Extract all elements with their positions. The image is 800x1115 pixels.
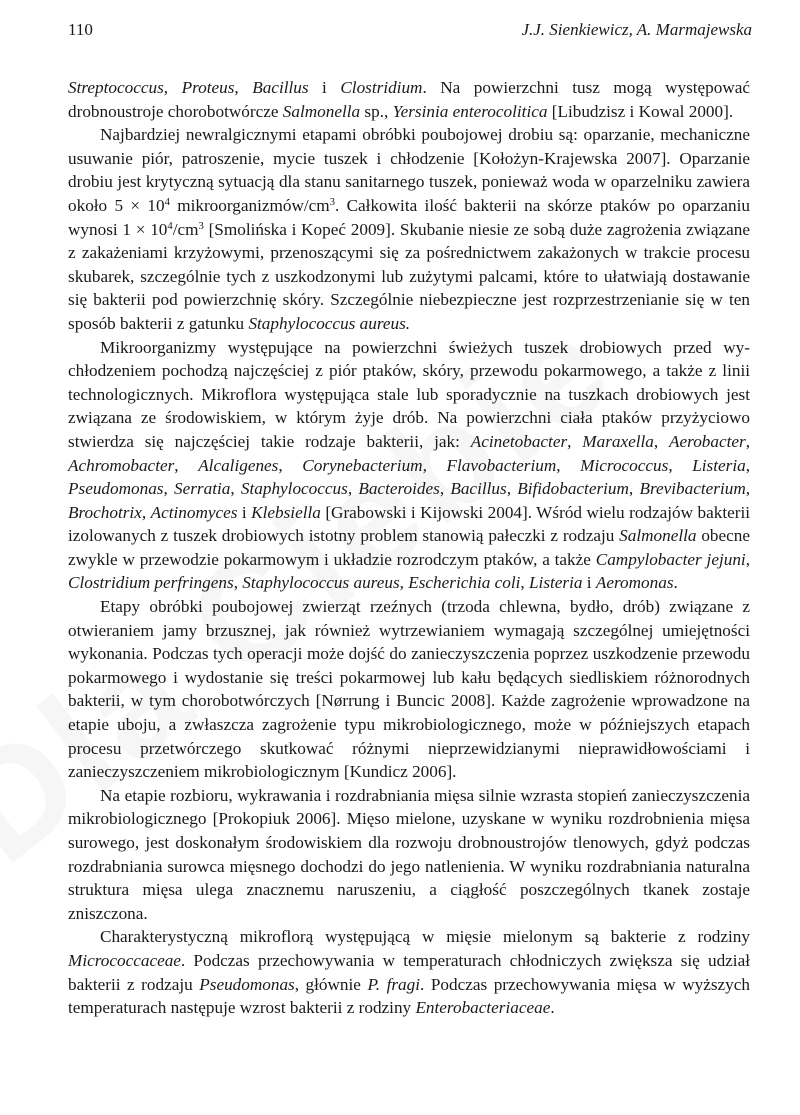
- text-run: ,: [745, 431, 751, 451]
- text-run: .: [550, 998, 555, 1018]
- text-run: [Smolińska i Kopeć 2009]. Skubanie niesie ze sobą duże zagrożenia związane z zakażeniami krzyżowymi, przenoszącymi się za pośrednictwem zakażonych w trakcie procesu skubarek, szczególnie tych z uszkodzonymi lub zużytymi palcami, które to ułatwiają dostawanie się bakterii pod powierzchnię skóry. Szczególnie niebezpieczne jest rozprzestrzenianie się w ten sposób bakterii z gatunku: [68, 219, 750, 333]
- italic-term: P. fragi: [367, 974, 421, 994]
- text-run: Etapy obróbki poubojowej zwierząt rzeźnych (trzoda chlewna, bydło, drób) związane z otwieraniem jamy brzusznej, jak również wytrzewianiem wymagają szczególnej umiejętności wykonania. Podczas tych operacji może dojść do zanieczyszczenia poprzez uszkodzenie przewodu pokarmowego i wydostanie się treści pokarmowej lub kału będących siedliskiem różnorodnych bakterii, w tym chorobotwórczych [Nørrung i Buncic 2008]. Każde zagrożenie wprowadzone na etapie uboju, a zwłaszcza zagrożenie typu mikrobiologicznego, może w późniejszych etapach procesu przetwórczego skutkować różnymi nieprzewidzianymi nieprawidłowościami i zanieczyszczeniem mikrobiologicznym [Kundicz 2006].: [68, 597, 750, 782]
- italic-term: Aerobacter: [669, 431, 746, 451]
- text-run: ,: [347, 479, 359, 499]
- text-run: ,: [653, 431, 670, 451]
- text-run: ,: [174, 455, 199, 475]
- italic-term: Salmonella: [619, 526, 697, 546]
- italic-term: Clostridium: [340, 78, 423, 97]
- page-number: 110: [68, 20, 93, 39]
- text-run: ,: [745, 455, 750, 475]
- running-head-authors: J.J. Sienkiewicz, A. Marmajewska: [521, 20, 752, 39]
- text-run: ,: [234, 78, 253, 97]
- text-run: ,: [668, 455, 693, 475]
- italic-term: Pseudomonas: [199, 974, 295, 994]
- italic-term: Salmonella: [282, 101, 361, 121]
- text-run: ,: [745, 549, 750, 569]
- italic-term: Micrococcaceae: [68, 950, 181, 970]
- italic-term: Maraxella: [582, 431, 654, 451]
- text-run: ,: [439, 479, 451, 499]
- text-run: sp.,: [360, 101, 393, 121]
- paragraph-1: [68, 76, 750, 123]
- italic-term: Actinomyces: [150, 502, 238, 522]
- page-header: [68, 20, 752, 44]
- italic-term: Listeria: [529, 573, 583, 593]
- italic-term: Acinetobacter: [470, 431, 568, 451]
- italic-term: Corynebacterium: [302, 455, 423, 475]
- italic-term: Escherichia coli: [408, 573, 521, 593]
- italic-term: Campylobacter jejuni: [595, 549, 746, 569]
- text-run: [Grabowski i Kijowski 2004]. Wśród wielu rodzajów bakterii izolowanych z tuszek drobiowych istotny problem stanowią pałeczki z rodzaju: [68, 502, 751, 546]
- italic-term: Yersinia enterocolitica: [392, 101, 548, 121]
- text-run: ,: [399, 573, 409, 593]
- paragraph-4: [68, 595, 750, 784]
- superscript: 4: [164, 197, 170, 209]
- text-run: /cm: [172, 219, 199, 239]
- italic-term: Bacteroides: [358, 479, 440, 499]
- text-run: mikroorganizmów/cm: [169, 195, 330, 215]
- italic-term: Bacillus: [450, 479, 507, 499]
- paragraph-3: [68, 336, 750, 596]
- italic-term: Streptococcus: [68, 78, 164, 97]
- text-run: ,: [745, 479, 751, 499]
- text-run: ,: [278, 455, 303, 475]
- text-run: ,: [506, 479, 518, 499]
- text-run: ,: [628, 479, 640, 499]
- text-run: Mikroorganizmy występujące na powierzchni świeżych tuszek drobiowych przed wychłodzeniem pochodzą najczęściej z piór ptaków, skóry, przewodu pokarmowego, a także z linii technologicznych. Mikroflora występująca stale lub sporadycznie na tuszkach drobiowych jest związana ze środowiskiem, w którym żyje drób. Na powierzchni ciała ptaków przyżyciowo stwierdza się najczęściej takie rodzaje bakterii, jak:: [68, 337, 750, 451]
- text-run: i: [582, 573, 596, 593]
- text-run: ,: [233, 573, 243, 593]
- text-run: Na etapie rozbioru, wykrawania i rozdrabniania mięsa silnie wzrasta stopień zanieczyszczenia mikrobiologicznego [Prokopiuk 2006]. Mięso mielone, uzyskane w wyniku rozdrobnienia mięsa surowego, jest doskonałym środowiskiem dla rozwoju drobnoustrojów tlenowych, gdyż podczas rozdrabniania surowca mięsnego dochodzi do jego natlenienia. W wyniku rozdrabniania naturalna struktura mięsa ulega znacznemu naruszeniu, a ciągłość poszczególnych tkanek zostaje zniszczona.: [68, 785, 750, 923]
- italic-term: Flavobacterium: [446, 455, 557, 475]
- italic-term: Listeria: [692, 455, 746, 475]
- text-run: . Całkowita ilość bakterii na skórze ptaków po oparzaniu wynosi 1 × 10: [68, 195, 750, 239]
- text-run: ,: [163, 78, 182, 97]
- superscript: 3: [198, 220, 204, 232]
- text-run: obecne zwykle w przewodzie pokarmowym i układzie rozrodczym ptaków, a także: [68, 526, 750, 569]
- italic-term: Pseudomonas: [68, 479, 164, 499]
- italic-term: Staphylococcus aureus: [242, 573, 400, 593]
- italic-term: Brochotrix: [68, 502, 142, 522]
- text-run: ,: [567, 431, 583, 451]
- italic-term: Proteus: [181, 78, 235, 97]
- text-run: i: [237, 502, 252, 522]
- text-run: .: [673, 573, 678, 593]
- text-run: ,: [422, 455, 447, 475]
- text-run: . Podczas przechowywania mięsa w wyższych temperaturach następuje wzrost bakterii z rodziny: [68, 974, 750, 1018]
- text-run: [Libudzisz i Kowal 2000].: [547, 101, 734, 121]
- text-run: ,: [141, 502, 151, 522]
- italic-term: Bifidobacterium: [517, 479, 629, 499]
- italic-term: Staphylococcus: [240, 479, 348, 499]
- paragraph-6: [68, 925, 750, 1019]
- italic-term: Serratia: [174, 479, 231, 499]
- italic-term: Bacillus: [252, 78, 309, 97]
- italic-term: Staphylococcus aureus.: [248, 313, 411, 333]
- text-run: Najbardziej newralgicznymi etapami obróbki poubojowej drobiu są: oparzanie, mechaniczne usuwanie piór, patroszenie, mycie tuszek i chłodzenie [Kołożyn-Krajewska 2007]. Oparzanie drobiu jest krytyczną sytuacją dla stanu sanitarnego tuszek, ponieważ woda w oparzelniku zawiera około 5 × 10: [68, 125, 750, 215]
- text-run: i: [308, 78, 341, 97]
- body-text: [68, 76, 750, 1020]
- superscript: 4: [167, 220, 173, 232]
- text-run: . Na powierzchni tusz mogą występować drobnoustroje chorobotwórcze: [68, 78, 751, 121]
- italic-term: Enterobacteriaceae: [415, 998, 551, 1018]
- superscript: 3: [329, 197, 335, 209]
- text-run: . Podczas przechowywania w temperaturach chłodniczych zwiększa się udział bakterii z rodzaju: [68, 950, 750, 994]
- paragraph-2: [68, 123, 750, 335]
- text-run: Charakterystyczną mikroflorą występującą w mięsie mielonym są bakterie z rodziny: [100, 927, 750, 947]
- italic-term: Micrococcus: [580, 455, 669, 475]
- italic-term: Alcaligenes: [198, 455, 279, 475]
- italic-term: Klebsiella: [251, 502, 321, 522]
- italic-term: Clostridium perfringens: [68, 573, 234, 593]
- paragraph-5: [68, 784, 750, 926]
- text-run: ,: [520, 573, 529, 593]
- text-run: ,: [556, 455, 581, 475]
- italic-term: Achromobacter: [68, 455, 175, 475]
- italic-term: Aeromonas: [595, 573, 674, 593]
- text-run: , głównie: [294, 974, 368, 994]
- italic-term: Brevibacterium: [639, 479, 746, 499]
- text-run: ,: [163, 479, 175, 499]
- text-run: ,: [230, 479, 241, 499]
